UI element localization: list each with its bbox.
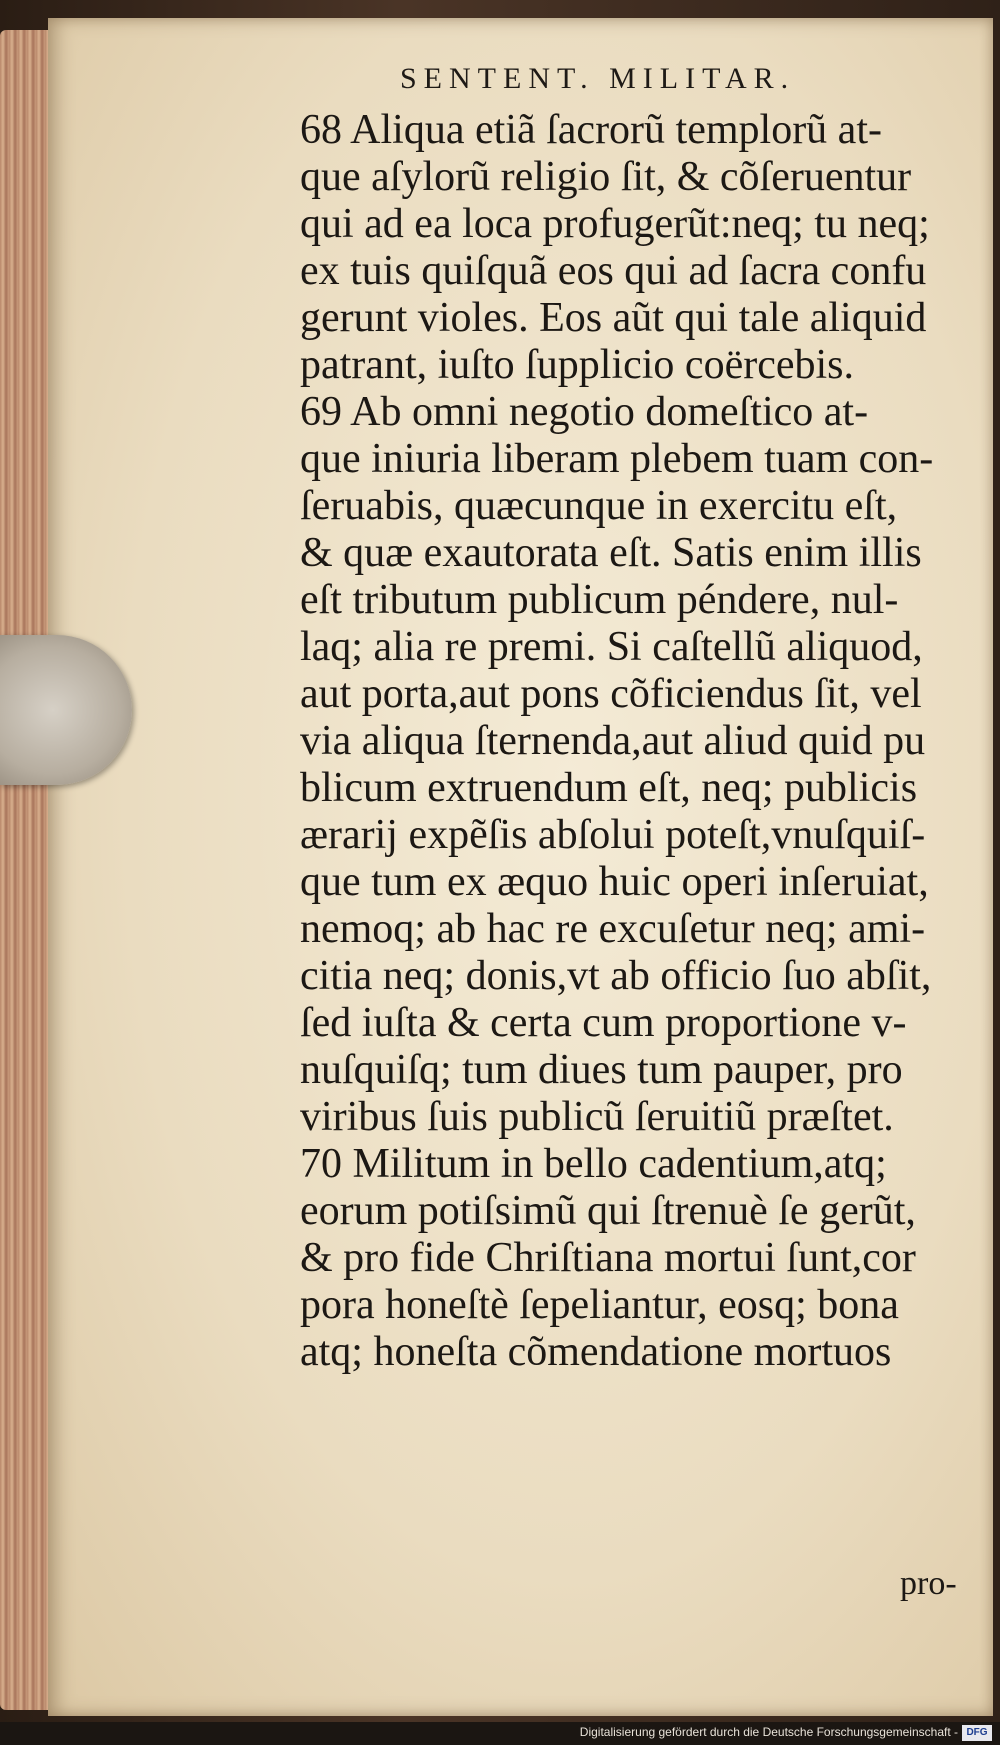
text-line: gerunt violes. Eos aũt qui tale aliquid xyxy=(300,295,927,341)
text-line: via aliqua ſternenda,aut aliud quid pu xyxy=(300,718,926,764)
text-line: que iniuria liberam plebem tuam con- xyxy=(300,436,934,482)
text-line: citia neq; donis,vt ab officio ſuo abſit, xyxy=(300,953,932,999)
text-line: ſed iuſta & certa cum proportione v- xyxy=(300,1000,907,1046)
text-line: eorum potiſsimũ qui ſtrenuè ſe gerũt, xyxy=(300,1188,916,1234)
text-line: ærarij expẽſis abſolui poteſt,vnuſquiſ- xyxy=(300,812,926,858)
text-line: atq; honeſta cõmendatione mortuos xyxy=(300,1329,892,1375)
text-line: 70 Militum in bello cadentium,atq; xyxy=(300,1141,887,1187)
text-line: viribus ſuis publicũ ſeruitiũ præſtet. xyxy=(300,1094,894,1140)
text-line: laq; alia re premi. Si caſtellũ aliquod, xyxy=(300,624,923,670)
running-head: SENTENT. MILITAR. xyxy=(400,62,796,95)
text-line: patrant, iuſto ſupplicio coërcebis. xyxy=(300,342,854,388)
text-line: ſeruabis, quæcunque in exercitu eſt, xyxy=(300,483,898,529)
text-line: blicum extruendum eſt, neq; publicis xyxy=(300,765,918,811)
text-line: 69 Ab omni negotio domeſtico at- xyxy=(300,389,869,435)
text-line: que aſylorũ religio ſit, & cõſeruentur xyxy=(300,154,912,200)
text-line: que tum ex æquo huic operi inſeruiat, xyxy=(300,859,929,905)
footer-credit: Digitalisierung gefördert durch die Deutsche Forschungsgemeinschaft - xyxy=(579,1725,958,1739)
text-line: 68 Aliqua etiã ſacrorũ templorũ at- xyxy=(300,107,882,153)
dfg-logo-icon: DFG xyxy=(962,1725,992,1741)
text-line: ex tuis quiſquã eos qui ad ſacra confu xyxy=(300,248,927,294)
text-line: pora honeſtè ſepeliantur, eosq; bona xyxy=(300,1282,899,1328)
catchword: pro- xyxy=(900,1565,957,1602)
text-line: aut porta,aut pons cõficiendus ſit, vel xyxy=(300,671,922,717)
text-line: qui ad ea loca profugerũt:neq; tu neq; xyxy=(300,201,930,247)
text-line: & pro fide Chriſtiana mortui ſunt,cor xyxy=(300,1235,916,1281)
text-line: nemoq; ab hac re excuſetur neq; ami- xyxy=(300,906,926,952)
text-line: eſt tributum publicum péndere, nul- xyxy=(300,577,899,623)
text-line: & quæ exautorata eſt. Satis enim illis xyxy=(300,530,922,576)
text-line: nuſquiſq; tum diues tum pauper, pro xyxy=(300,1047,903,1093)
